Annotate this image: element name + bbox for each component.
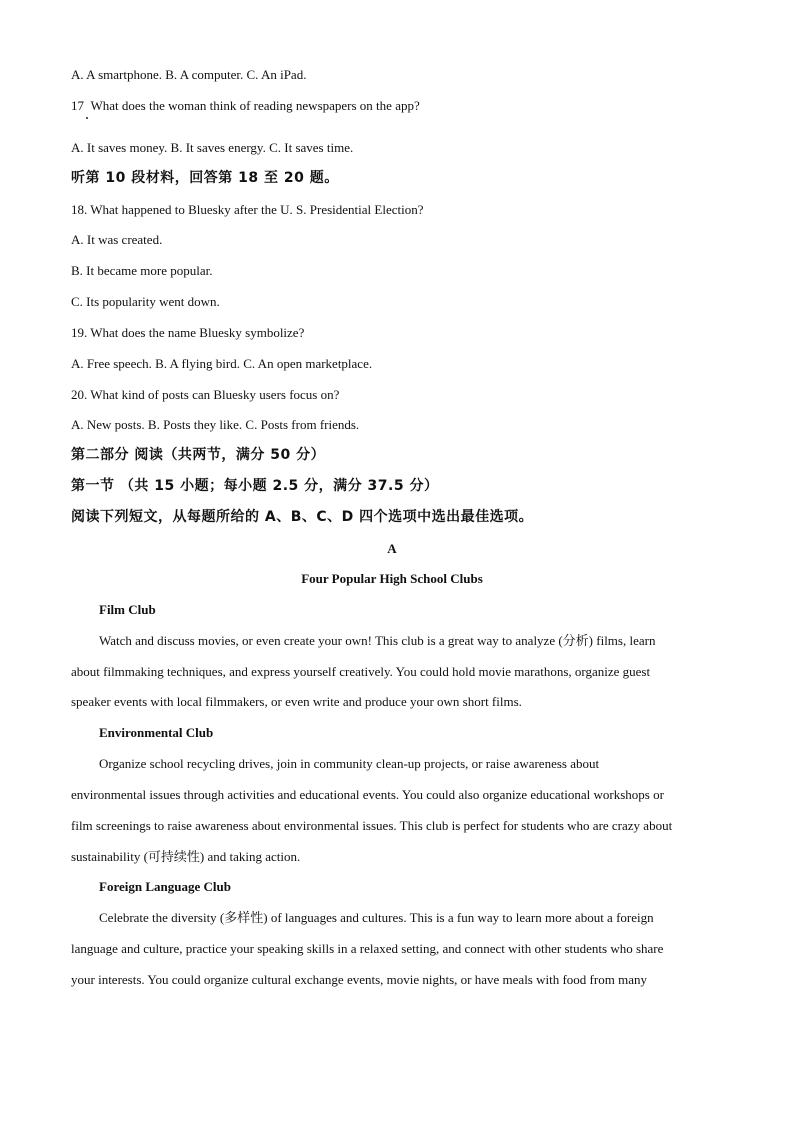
paragraph-line: speaker events with local filmmakers, or even write and produce your own short films. <box>71 694 522 709</box>
paragraph-line: environmental issues through activities and educational events. You could also organize educational workshops or <box>71 787 664 802</box>
section10-instruction: 听第 10 段材料，回答第 18 至 20 题。 <box>71 170 339 186</box>
reading-instruction: 阅读下列短文，从每题所给的 A、B、C、D 四个选项中选出最佳选项。 <box>71 509 534 525</box>
club-heading-foreign-language: Foreign Language Club <box>99 879 231 894</box>
passage-title: Four Popular High School Clubs <box>301 571 483 586</box>
passage-letter: A <box>387 541 397 556</box>
club-heading-environmental: Environmental Club <box>99 725 214 740</box>
stray-dot <box>86 117 88 119</box>
q17-number: 17 <box>71 98 84 113</box>
q19-options: A. Free speech. B. A flying bird. C. An open marketplace. <box>71 356 373 371</box>
paragraph-line: your interests. You could organize cultural exchange events, movie nights, or have meals with food from many <box>71 972 647 987</box>
section1-heading: 第一节 （共 15 小题；每小题 2.5 分，满分 37.5 分） <box>71 478 439 494</box>
paragraph-line: Watch and discuss movies, or even create your own! This club is a great way to analyze (分析) films, learn <box>99 633 656 648</box>
paragraph-line: about filmmaking techniques, and express yourself creatively. You could hold movie marathons, organize guest <box>71 664 651 679</box>
q18-option-c: C. Its popularity went down. <box>71 294 220 309</box>
q17-text: What does the woman think of reading newspapers on the app? <box>90 98 420 113</box>
q17-options: A. It saves money. B. It saves energy. C. It saves time. <box>71 140 354 155</box>
paragraph-line: sustainability (可持续性) and taking action. <box>71 849 301 864</box>
paragraph-line: language and culture, practice your speaking skills in a relaxed setting, and connect with other students who share <box>71 941 664 956</box>
paragraph-line: Celebrate the diversity (多样性) of languages and cultures. This is a fun way to learn more about a foreign <box>99 910 654 925</box>
q20-question: 20. What kind of posts can Bluesky users focus on? <box>71 387 340 402</box>
paragraph-line: film screenings to raise awareness about environmental issues. This club is perfect for students who are crazy about <box>71 818 673 833</box>
club-heading-film: Film Club <box>99 602 156 617</box>
q20-options: A. New posts. B. Posts they like. C. Posts from friends. <box>71 417 360 432</box>
q16-options: A. A smartphone. B. A computer. C. An iPad. <box>71 67 307 82</box>
q18-option-b: B. It became more popular. <box>71 263 213 278</box>
q18-option-a: A. It was created. <box>71 232 163 247</box>
q19-question: 19. What does the name Bluesky symbolize? <box>71 325 305 340</box>
q18-question: 18. What happened to Bluesky after the U. S. Presidential Election? <box>71 202 424 217</box>
paragraph-line: Organize school recycling drives, join in community clean-up projects, or raise awareness about <box>99 756 600 771</box>
part2-heading: 第二部分 阅读（共两节，满分 50 分） <box>71 447 326 463</box>
q17-question <box>71 98 420 114</box>
